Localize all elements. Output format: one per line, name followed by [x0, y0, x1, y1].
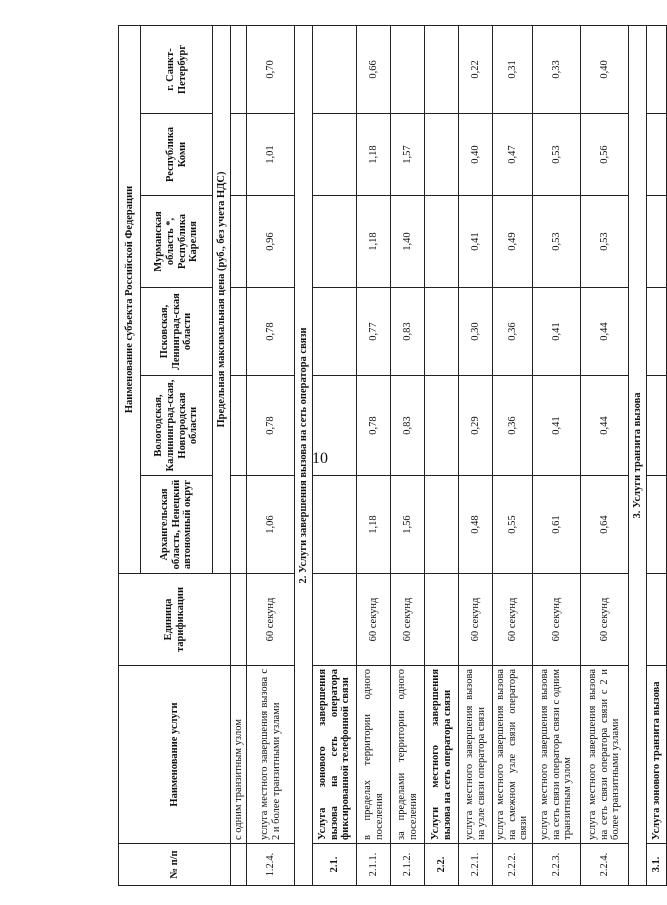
row-name: Услуги местного завершения вызова на сеть оператора связи	[425, 666, 459, 844]
row-value: 0,56	[581, 114, 629, 196]
row-value: 1,56	[391, 476, 425, 574]
row-value	[425, 288, 459, 376]
row-unit: 60 секунд	[581, 574, 629, 666]
row-num: 2.1.1.	[357, 844, 391, 886]
row-value	[647, 476, 667, 574]
row-value: 0,61	[533, 476, 581, 574]
table-row	[357, 25, 391, 885]
row-value	[425, 376, 459, 476]
row-value: 1,01	[247, 114, 295, 196]
row-value: 0,49	[493, 196, 533, 288]
row-value: 0,41	[459, 196, 493, 288]
row-unit: 60 секунд	[391, 574, 425, 666]
table-row	[425, 25, 459, 885]
row-value: 0,78	[247, 376, 295, 476]
row-value: 0,40	[459, 114, 493, 196]
row-value: 0,29	[459, 376, 493, 476]
row-name: услуга местного завершения вызова на сеть связи оператора связи с 2 и более транзитными узлами	[581, 666, 629, 844]
row-name: Услуга зонового транзита вызова	[647, 666, 667, 844]
row-unit	[313, 574, 357, 666]
row-value	[647, 25, 667, 113]
row-value	[425, 196, 459, 288]
row-name: за пределами территории одного поселения	[391, 666, 425, 844]
row-value: 1,18	[357, 476, 391, 574]
row-value	[231, 476, 247, 574]
row-value	[647, 376, 667, 476]
row-value: 0,47	[493, 114, 533, 196]
table-row	[533, 25, 581, 885]
header-region-1: Архангельская область, Ненецкий автономный округ	[141, 476, 213, 574]
row-value: 0,96	[247, 196, 295, 288]
row-value	[425, 476, 459, 574]
row-num: 2.1.2.	[391, 844, 425, 886]
header-region-6: г. Санкт-Петербург	[141, 25, 213, 113]
table-row	[493, 25, 533, 885]
section-3-title: 3. Услуги транзита вызова	[629, 25, 647, 885]
row-value: 0,41	[533, 288, 581, 376]
price-caption: Предельная максимальная цена (руб., без учета НДС)	[213, 25, 231, 573]
row-unit: 60 секунд	[459, 574, 493, 666]
row-value: 1,40	[391, 196, 425, 288]
row-value	[231, 25, 247, 113]
row-value: 0,53	[581, 196, 629, 288]
row-num: 2.2.2.	[493, 844, 533, 886]
header-region-group: Наименование субъекта Российской Федерации	[119, 25, 141, 573]
row-unit: 60 секунд	[533, 574, 581, 666]
row-value	[647, 196, 667, 288]
row-unit	[647, 574, 667, 666]
row-name: в пределах территории одного поселения	[357, 666, 391, 844]
table-row	[459, 25, 493, 885]
row-unit	[231, 574, 247, 666]
row-value	[231, 114, 247, 196]
table-row	[231, 25, 247, 885]
table-row	[391, 25, 425, 885]
row-value	[313, 376, 357, 476]
row-value: 0,55	[493, 476, 533, 574]
row-value: 0,83	[391, 376, 425, 476]
row-value: 0,44	[581, 288, 629, 376]
row-value: 0,44	[581, 376, 629, 476]
row-value: 0,77	[357, 288, 391, 376]
row-value	[231, 288, 247, 376]
row-value: 0,48	[459, 476, 493, 574]
header-num: № п/п	[119, 844, 231, 886]
row-value	[647, 288, 667, 376]
row-num	[231, 844, 247, 886]
header-name: Наименование услуги	[119, 666, 231, 844]
row-unit: 60 секунд	[357, 574, 391, 666]
row-name: услуга местного завершения вызова на узле связи оператора связи	[459, 666, 493, 844]
row-value: 0,36	[493, 376, 533, 476]
row-value	[391, 25, 425, 113]
row-value	[647, 114, 667, 196]
header-region-2: Вологодская, Калининград-ская, Новгородская области	[141, 376, 213, 476]
row-name: с одним транзитным узлом	[231, 666, 247, 844]
row-name: услуга местного завершения вызова с 2 и более транзитными узлами	[247, 666, 295, 844]
row-value: 1,18	[357, 114, 391, 196]
row-value	[313, 114, 357, 196]
row-num: 2.2.4.	[581, 844, 629, 886]
row-name: Услуга зонового завершения вызова на сеть оператора фиксированной телефонной связи	[313, 666, 357, 844]
row-value	[425, 114, 459, 196]
row-value: 0,66	[357, 25, 391, 113]
row-value: 1,18	[357, 196, 391, 288]
table-row	[247, 25, 295, 885]
row-value: 0,78	[357, 376, 391, 476]
row-value: 0,41	[533, 376, 581, 476]
row-value: 1,06	[247, 476, 295, 574]
row-num: 3.1.	[647, 844, 667, 886]
row-value: 0,53	[533, 196, 581, 288]
table-row	[313, 25, 357, 885]
row-value	[313, 476, 357, 574]
row-unit: 60 секунд	[493, 574, 533, 666]
row-value: 0,53	[533, 114, 581, 196]
row-num: 1.2.4.	[247, 844, 295, 886]
row-value: 0,33	[533, 25, 581, 113]
row-unit: 60 секунд	[247, 574, 295, 666]
table-row	[581, 25, 629, 885]
row-value: 0,31	[493, 25, 533, 113]
page-number: 10	[312, 450, 328, 467]
section-2-title: 2. Услуги завершения вызова на сеть оператора связи	[295, 25, 313, 885]
row-num: 2.2.1.	[459, 844, 493, 886]
row-value: 0,30	[459, 288, 493, 376]
row-num: 2.2.3.	[533, 844, 581, 886]
table-row	[647, 25, 667, 885]
row-num: 2.2.	[425, 844, 459, 886]
row-value: 0,36	[493, 288, 533, 376]
row-name: услуга местного завершения вызова на смежном узле связи оператора связи	[493, 666, 533, 844]
row-value: 0,22	[459, 25, 493, 113]
row-value: 0,64	[581, 476, 629, 574]
row-value	[313, 25, 357, 113]
row-value	[313, 288, 357, 376]
row-value	[231, 376, 247, 476]
row-value: 0,70	[247, 25, 295, 113]
row-value: 0,83	[391, 288, 425, 376]
row-num: 2.1.	[313, 844, 357, 886]
row-value	[231, 196, 247, 288]
rotated-table-container	[118, 26, 662, 886]
header-unit: Единица тарификации	[119, 574, 231, 666]
row-value: 0,78	[247, 288, 295, 376]
tariff-table	[118, 25, 667, 886]
row-value: 0,40	[581, 25, 629, 113]
row-value	[425, 25, 459, 113]
row-unit	[425, 574, 459, 666]
row-value: 1,57	[391, 114, 425, 196]
row-name: услуга местного завершения вызова на сеть связи оператора связи с одним транзитным узлом	[533, 666, 581, 844]
header-region-5: Республика Коми	[141, 114, 213, 196]
header-region-4: Мурманская область *, Республика Карелия	[141, 196, 213, 288]
row-value	[313, 196, 357, 288]
header-region-3: Псковская, Ленинград-ская области	[141, 288, 213, 376]
